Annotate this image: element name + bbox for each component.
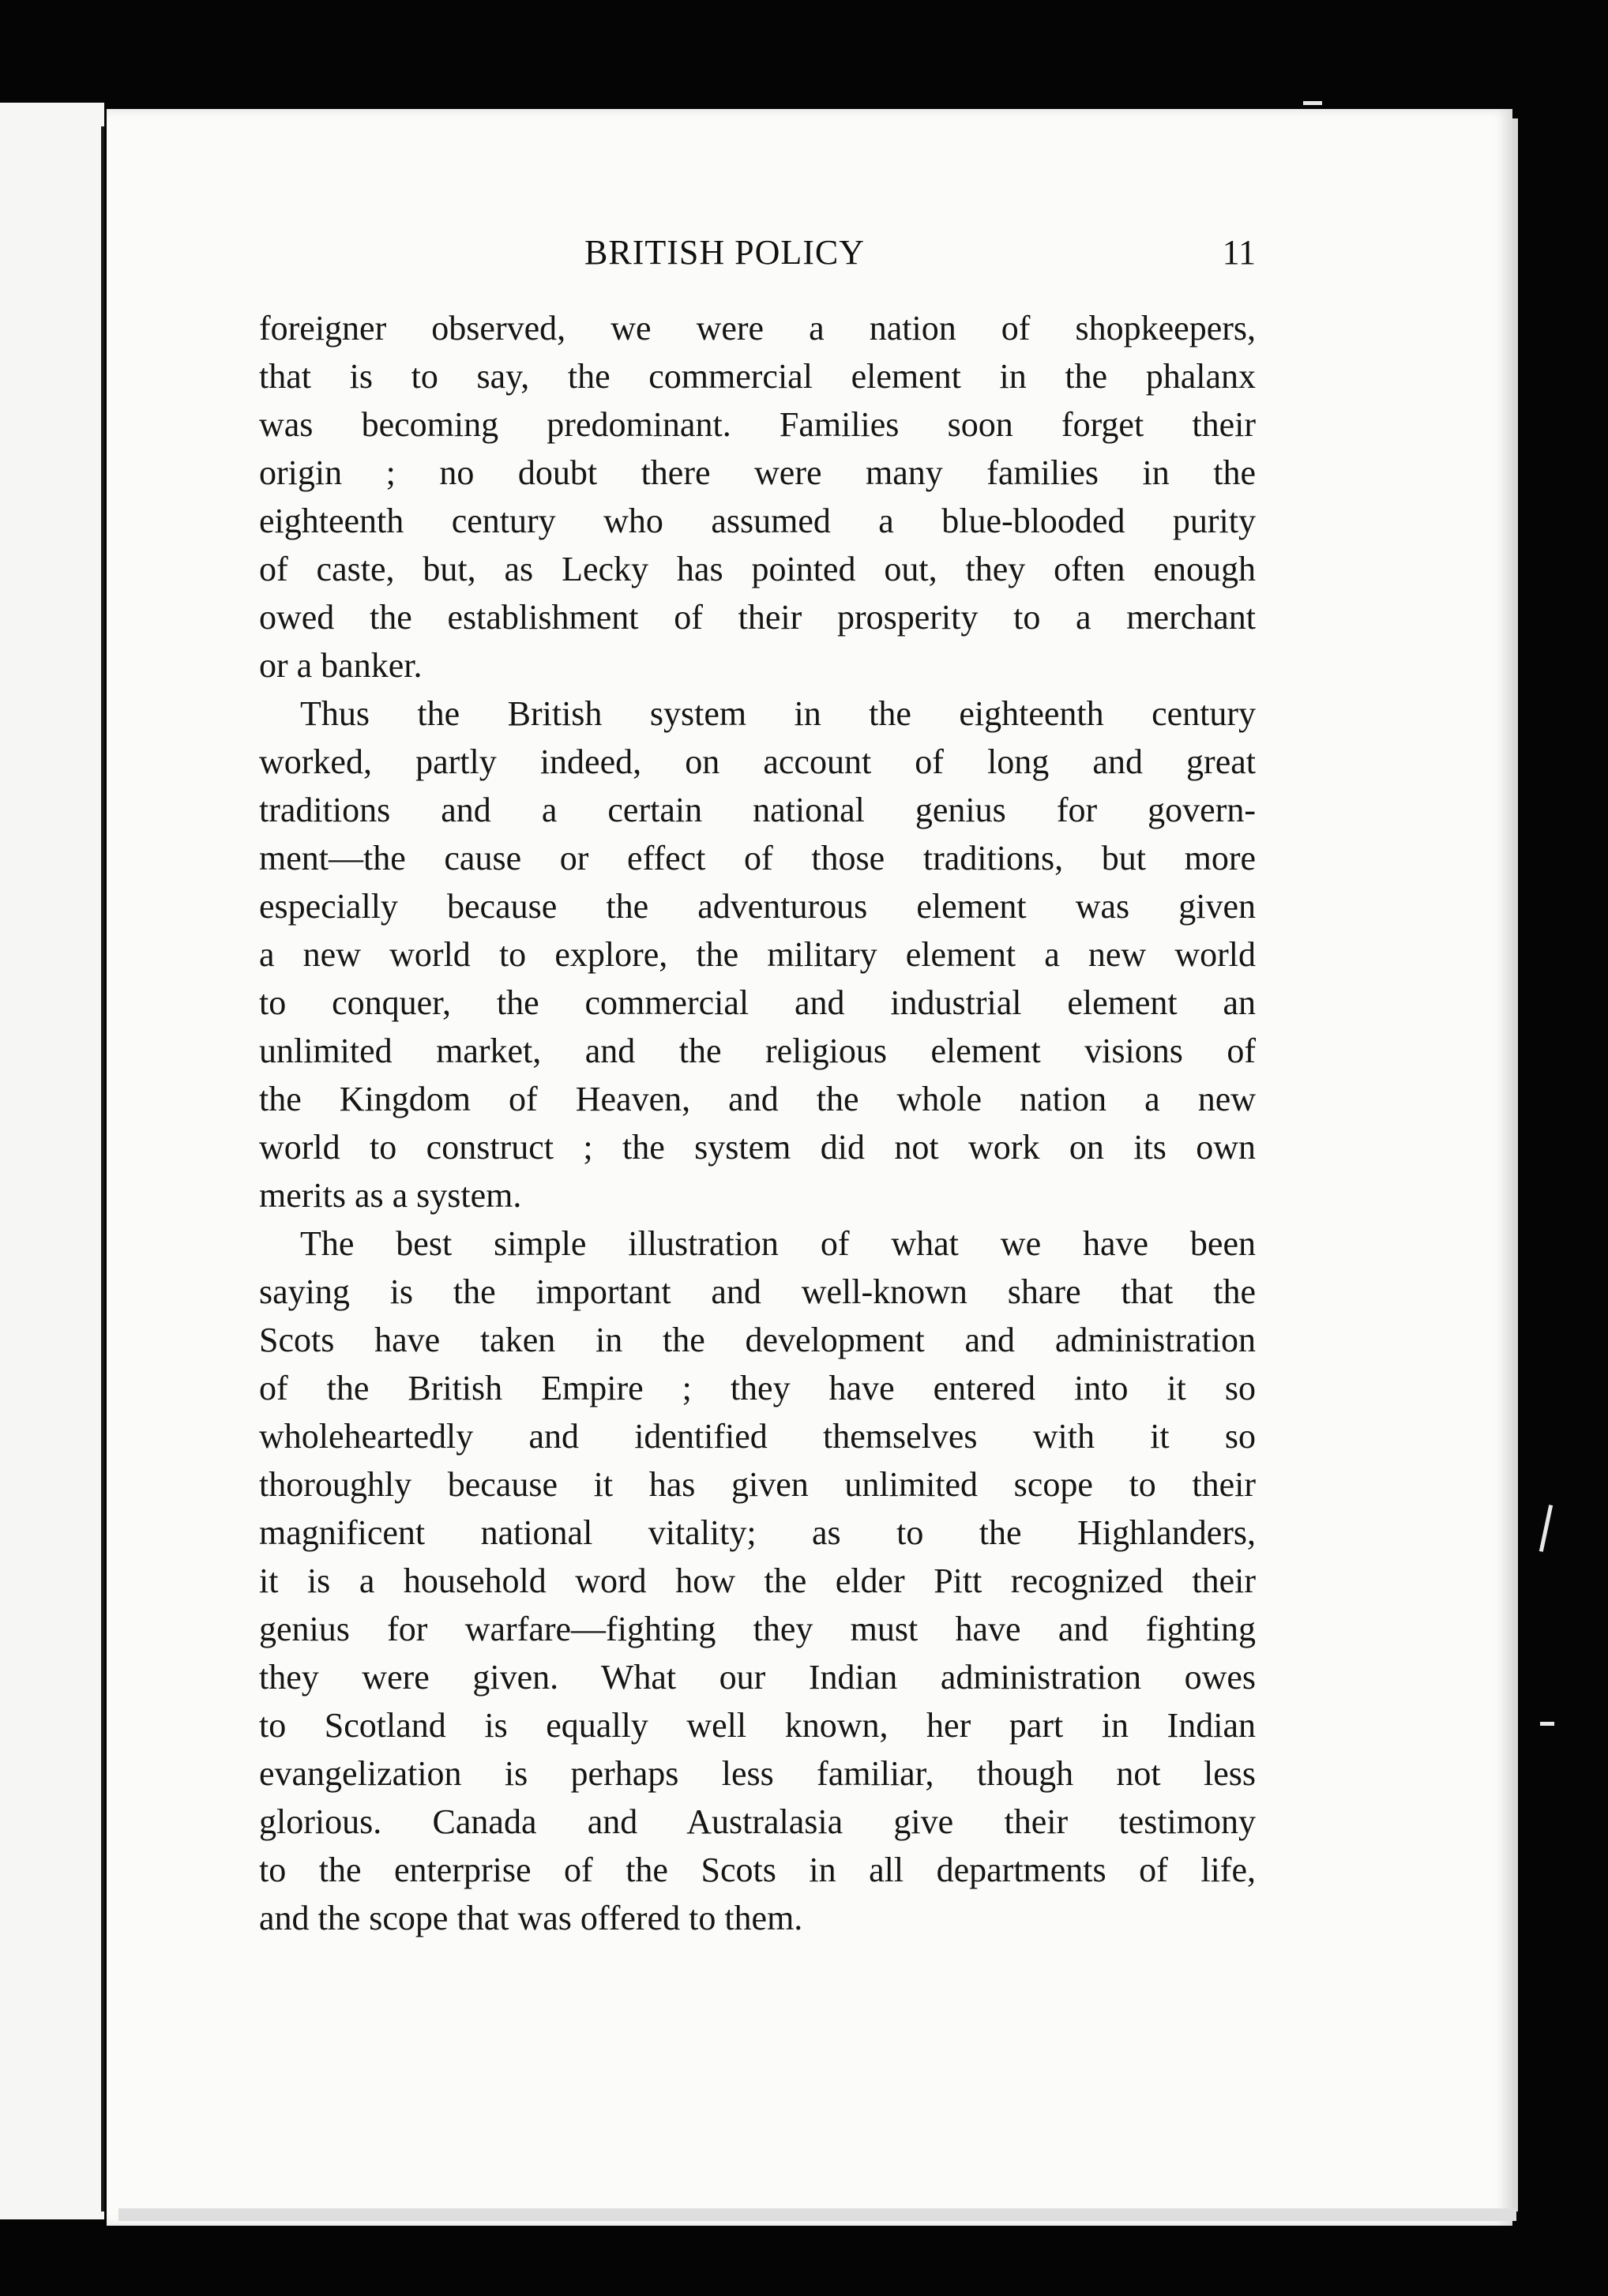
text-line: magnificent national vitality; as to the Highlanders, xyxy=(259,1513,1256,1552)
text-line: Thus the British system in the eighteenth century xyxy=(300,694,1256,733)
text-line: they were given. What our Indian administration owes xyxy=(259,1658,1256,1697)
text-line: that is to say, the commercial element in the phalanx xyxy=(259,357,1256,396)
text-line: to the enterprise of the Scots in all departments of life, xyxy=(259,1851,1256,1889)
text-line: unlimited market, and the religious element visions of xyxy=(259,1032,1256,1070)
text-line: thoroughly because it has given unlimited scope to their xyxy=(259,1465,1256,1504)
text-line: it is a household word how the elder Pitt recognized their xyxy=(259,1561,1256,1600)
text-line: especially because the adventurous element was given xyxy=(259,887,1256,926)
scan-speck xyxy=(1303,101,1322,105)
text-line: or a banker. xyxy=(259,646,423,685)
text-line: glorious. Canada and Australasia give their testimony xyxy=(259,1802,1256,1841)
page-number: 11 xyxy=(1222,233,1256,272)
text-line: merits as a system. xyxy=(259,1176,522,1215)
text-line: foreigner observed, we were a nation of shopkeepers, xyxy=(259,309,1256,348)
paragraph xyxy=(259,690,1256,1219)
text-line: of the British Empire ; they have entered into it so xyxy=(259,1369,1256,1407)
text-line: eighteenth century who assumed a blue-blooded purity xyxy=(259,502,1256,540)
text-line: genius for warfare—fighting they must have and fighting xyxy=(259,1610,1256,1648)
text-line: ment—the cause or effect of those traditions, but more xyxy=(259,839,1256,877)
scan-speck xyxy=(1540,1722,1554,1726)
text-line: owed the establishment of their prosperity to a merchant xyxy=(259,598,1256,637)
running-head: BRITISH POLICY xyxy=(584,233,866,272)
text-line: The best simple illustration of what we have been xyxy=(300,1224,1256,1263)
text-line: evangelization is perhaps less familiar, though not less xyxy=(259,1754,1256,1793)
text-line: world to construct ; the system did not work on its own xyxy=(259,1128,1256,1167)
text-line: saying is the important and well-known share that the xyxy=(259,1272,1256,1311)
page-bottom-edge xyxy=(118,2208,1516,2221)
gutter-line xyxy=(101,126,104,2211)
facing-page-edge xyxy=(0,103,104,2219)
text-line: Scots have taken in the development and administration xyxy=(259,1321,1256,1359)
text-line: and the scope that was offered to them. xyxy=(259,1899,803,1937)
text-line: the Kingdom of Heaven, and the whole nation a new xyxy=(259,1080,1256,1118)
paragraph xyxy=(259,304,1256,690)
text-line: of caste, but, as Lecky has pointed out, they often enough xyxy=(259,550,1256,588)
text-line: to Scotland is equally well known, her part in Indian xyxy=(259,1706,1256,1745)
text-line: worked, partly indeed, on account of long and great xyxy=(259,742,1256,781)
paragraph xyxy=(259,1219,1256,1942)
scan-speck xyxy=(1539,1505,1553,1552)
text-line: was becoming predominant. Families soon forget their xyxy=(259,405,1256,444)
text-line: wholeheartedly and identified themselves with it so xyxy=(259,1417,1256,1456)
text-line: a new world to explore, the military element a new world xyxy=(259,935,1256,974)
text-line: traditions and a certain national genius for govern- xyxy=(259,791,1256,829)
page-header xyxy=(584,225,1256,280)
text-line: origin ; no doubt there were many families in the xyxy=(259,453,1256,492)
text-line: to conquer, the commercial and industrial element an xyxy=(259,983,1256,1022)
body-text xyxy=(259,304,1256,1942)
